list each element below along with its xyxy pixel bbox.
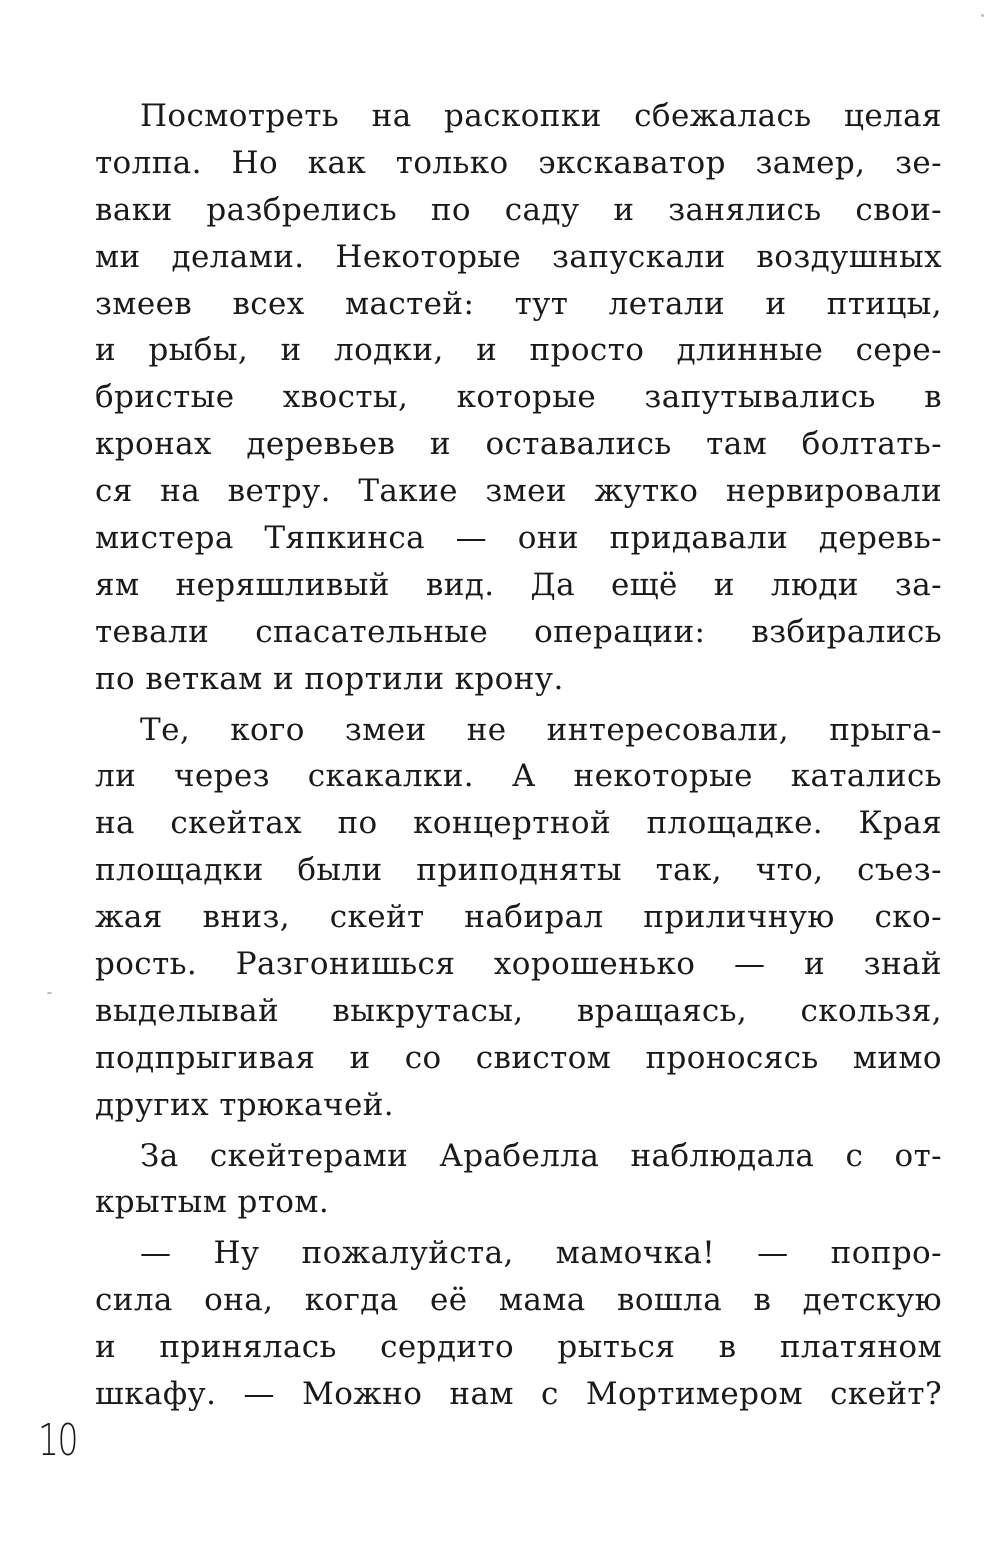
text-line: на скейтах по концертной площадке. Края [95,805,942,842]
text-line: крытым ртом. [95,1184,330,1221]
paragraph-3 [95,1133,942,1227]
text-line: бристые хвосты, которые запутывались в [95,379,942,416]
paragraph-2 [95,707,942,1129]
text-line: и принялась сердито рыться в платяном [95,1329,942,1366]
text-line: ся на ветру. Такие змеи жутко нервировали [95,473,942,510]
text-line: тевали спасательные операции: взбирались [95,613,942,650]
page-number: 10 [38,1415,77,1466]
text-line: Посмотреть на раскопки сбежалась целая [140,98,942,134]
text-line: других трюкачей. [95,1086,395,1123]
text-line: рость. Разгонишься хорошенько — и знай [95,946,942,983]
text-line: кронах деревьев и оставались там болтать- [95,426,942,463]
text-line: За скейтерами Арабелла наблюдала с от- [140,1137,942,1174]
scan-speck [981,14,984,17]
scan-speck [47,992,52,994]
text-line: ли через скакалки. А некоторые катались [95,758,942,795]
text-line: жая вниз, скейт набирал приличную ско- [95,899,942,936]
paragraph-4 [95,1230,942,1418]
text-line: ям неряшливый вид. Да ещё и люди за- [95,566,942,603]
text-line: Те, кого змеи не интересовали, прыга- [140,711,942,748]
text-line: по веткам и портили крону. [95,660,564,697]
paragraph-1 [95,93,942,703]
text-line: площадки были приподняты так, что, съез- [95,852,942,889]
text-line: ваки разбрелись по саду и занялись свои- [95,191,942,228]
text-line: выделывай выкрутасы, вращаясь, скользя, [95,992,942,1029]
text-line: — Ну пожалуйста, мамочка! — попро- [140,1235,942,1272]
text-line: шкафу. — Можно нам с Мортимером скейт? [95,1376,942,1413]
text-line: подпрыгивая и со свистом проносясь мимо [95,1039,942,1076]
page-text [95,93,942,1418]
text-line: толпа. Но как только экскаватор замер, зе- [95,144,942,181]
text-line: ми делами. Некоторые запускали воздушных [95,238,942,275]
text-line: и рыбы, и лодки, и просто длинные сере- [95,332,942,369]
text-line: змеев всех мастей: тут летали и птицы, [95,285,942,322]
text-line: мистера Тяпкинса — они придавали деревь- [95,520,942,557]
text-line: сила она, когда её мама вошла в детскую [95,1282,942,1319]
